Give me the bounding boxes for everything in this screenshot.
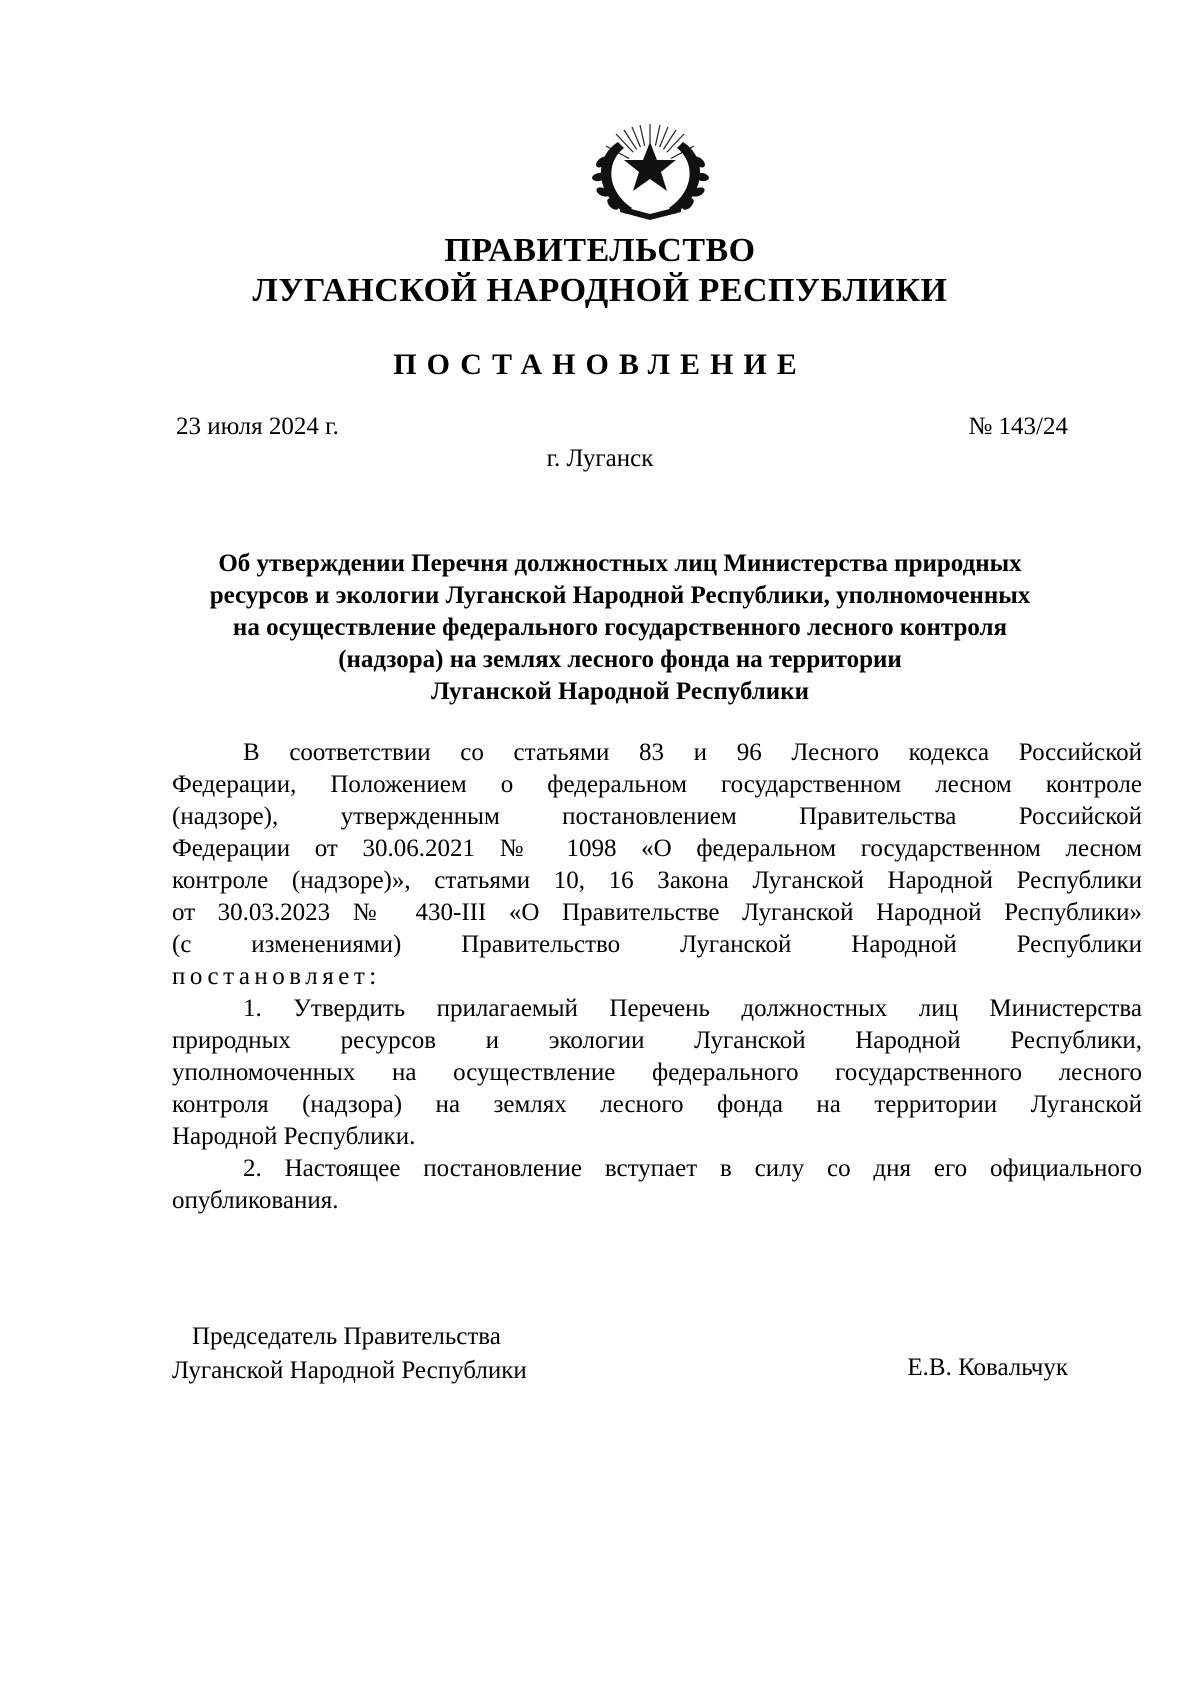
body-line: Федерации, Положением о федеральном государственном лесном контроле [172, 771, 1142, 798]
body-line: от 30.03.2023 № 430-III «О Правительстве Луганской Народной Республики» [172, 899, 1142, 926]
item1-line: 1. Утвердить прилагаемый Перечень должностных лиц Министерства [243, 995, 1142, 1022]
resolves-word: постановляет: [172, 963, 381, 990]
body-line: (надзоре), утвержденным постановлением Правительства Российской [172, 803, 1142, 830]
item2-line: 2. Настоящее постановление вступает в силу со дня его официального [243, 1155, 1142, 1182]
title-line: ресурсов и экологии Луганской Народной Республики, уполномоченных [209, 582, 1031, 609]
title-line: Луганской Народной Республики [430, 678, 810, 705]
document-date: 23 июля 2024 г. [176, 413, 339, 440]
title-line: (надзора) на землях лесного фонда на территории [338, 646, 902, 673]
body-line: Федерации от 30.06.2021 № 1098 «О федеральном государственном лесном [172, 835, 1142, 862]
document-number: № 143/24 [968, 413, 1068, 440]
body-line: контроле (надзоре)», статьями 10, 16 Закона Луганской Народной Республики [172, 867, 1142, 894]
item1-line: природных ресурсов и экологии Луганской Народной Республики, [172, 1027, 1142, 1054]
document-body [172, 737, 1142, 1217]
body-line: (с изменениями) Правительство Луганской Народной Республики [172, 931, 1142, 958]
body-line: В соответствии со статьями 83 и 96 Лесного кодекса Российской [243, 739, 1142, 766]
document-title [176, 548, 1064, 708]
item1-line: контроля (надзора) на землях лесного фонда на территории Луганской [172, 1091, 1142, 1118]
title-line: на осуществление федерального государственного лесного контроля [232, 614, 1008, 641]
title-line: Об утверждении Перечня должностных лиц Министерства природных [218, 550, 1022, 577]
signatory-position [172, 1320, 527, 1388]
item2-line: опубликования. [172, 1187, 339, 1214]
signatory-position-line1: Председатель Правительства [192, 1323, 501, 1350]
document-city: г. Луганск [546, 445, 654, 472]
signatory-position-line2: Луганской Народной Республики [172, 1357, 527, 1384]
signatory-name: Е.В. Ковальчук [907, 1354, 1068, 1381]
item1-line: Народной Республики. [172, 1123, 416, 1150]
government-title-line2: ЛУГАНСКОЙ НАРОДНОЙ РЕСПУБЛИКИ [252, 272, 948, 309]
government-title-line1: ПРАВИТЕЛЬСТВО [444, 232, 756, 269]
lpr-coat-of-arms-icon [588, 122, 713, 222]
document-type: ПОСТАНОВЛЕНИЕ [393, 348, 807, 381]
item1-line: уполномоченных на осуществление федерального государственного лесного [172, 1059, 1142, 1086]
